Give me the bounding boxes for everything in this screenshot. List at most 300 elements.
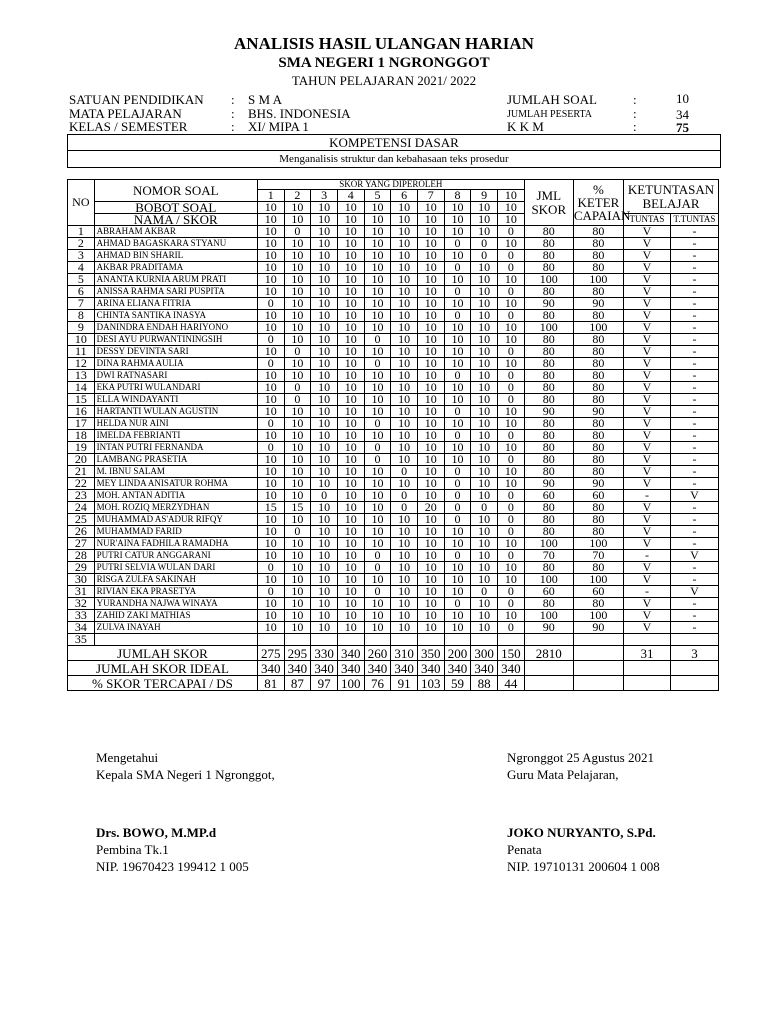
report-title: ANALISIS HASIL ULANGAN HARIAN <box>234 34 534 53</box>
score-cell: 10 <box>284 622 311 634</box>
score-cell: 10 <box>257 226 284 238</box>
pct-summary-cell: 81 <box>257 676 284 691</box>
jml-skor-cell: 80 <box>524 502 573 514</box>
score-cell: 10 <box>257 550 284 562</box>
student-row <box>68 298 719 310</box>
pct-label: % <box>592 182 604 197</box>
score-cell: 10 <box>337 250 364 262</box>
score-cell: 0 <box>444 478 471 490</box>
score-cell: 10 <box>497 562 524 574</box>
jml-skor-cell: 90 <box>524 478 573 490</box>
student-no: 24 <box>68 502 95 514</box>
score-cell: 10 <box>257 454 284 466</box>
pct-cell: 80 <box>573 562 623 574</box>
score-cell: 10 <box>311 286 338 298</box>
ttuntas-cell: - <box>670 442 718 454</box>
pct-summary-cell: 76 <box>364 676 391 691</box>
score-cell: 10 <box>444 418 471 430</box>
score-cell: 10 <box>364 490 391 502</box>
score-cell: 0 <box>471 502 498 514</box>
score-cell: 10 <box>417 562 444 574</box>
ideal-cell: 340 <box>471 661 498 676</box>
score-cell: 10 <box>471 406 498 418</box>
ttuntas-cell: - <box>670 538 718 550</box>
ideal-cell: 340 <box>497 661 524 676</box>
sum-empty <box>573 646 623 661</box>
score-cell: 10 <box>471 598 498 610</box>
question-weight: 10 <box>417 214 444 226</box>
score-cell: 0 <box>257 418 284 430</box>
score-cell: 0 <box>364 334 391 346</box>
score-cell: 10 <box>364 262 391 274</box>
pct-cell: 80 <box>573 286 623 298</box>
student-name: ANISSA RAHMA SARI PUSPITA <box>94 286 257 298</box>
kepala-sekolah-nip: NIP. 19670423 199412 1 005 <box>96 859 249 874</box>
score-cell: 10 <box>471 274 498 286</box>
score-cell: 10 <box>391 538 418 550</box>
pct-cell: 80 <box>573 454 623 466</box>
score-cell: 10 <box>311 238 338 250</box>
ttuntas-cell: V <box>670 586 718 598</box>
sum-cell: 310 <box>391 646 418 661</box>
ttuntas-cell: - <box>670 382 718 394</box>
score-cell <box>257 634 284 646</box>
tuntas-cell: V <box>623 562 670 574</box>
score-cell: 10 <box>471 262 498 274</box>
score-cell: 10 <box>257 262 284 274</box>
tuntas-cell: V <box>623 622 670 634</box>
student-name: YURANDHA NAJWA WINAYA <box>94 598 257 610</box>
score-cell: 10 <box>284 298 311 310</box>
score-cell: 10 <box>391 514 418 526</box>
score-cell: 10 <box>337 226 364 238</box>
jml-skor-header <box>524 180 573 226</box>
score-cell: 10 <box>364 250 391 262</box>
score-cell: 0 <box>444 490 471 502</box>
jml-skor-cell: 100 <box>524 610 573 622</box>
jml-skor-cell: 100 <box>524 322 573 334</box>
score-cell: 10 <box>471 466 498 478</box>
question-weight: 10 <box>497 214 524 226</box>
student-name: EKA PUTRI WULANDARI <box>94 382 257 394</box>
question-number: 6 <box>391 190 418 202</box>
score-cell: 0 <box>497 394 524 406</box>
student-name: RIVIAN EKA PRASETYA <box>94 586 257 598</box>
score-cell: 10 <box>444 226 471 238</box>
score-cell: 10 <box>337 370 364 382</box>
jml-skor-cell: 90 <box>524 406 573 418</box>
jml-skor-cell: 80 <box>524 430 573 442</box>
question-number: 1 <box>257 190 284 202</box>
score-cell: 10 <box>471 430 498 442</box>
keter-label: KETER <box>577 195 620 210</box>
ttuntas-cell: - <box>670 370 718 382</box>
ttuntas-cell: - <box>670 610 718 622</box>
score-cell: 10 <box>337 610 364 622</box>
score-cell: 10 <box>337 286 364 298</box>
ttuntas-cell: - <box>670 262 718 274</box>
student-name: ABRAHAM AKBAR <box>94 226 257 238</box>
student-row <box>68 514 719 526</box>
student-no: 26 <box>68 526 95 538</box>
score-cell: 10 <box>337 418 364 430</box>
score-cell: 10 <box>444 298 471 310</box>
score-cell: 10 <box>311 526 338 538</box>
student-name: PUTRI SELVIA WULAN DARI <box>94 562 257 574</box>
pct-cell: 90 <box>573 406 623 418</box>
student-name: MUHAMMAD AS'ADUR RIFQY <box>94 514 257 526</box>
score-cell: 0 <box>364 358 391 370</box>
score-cell: 10 <box>364 406 391 418</box>
score-cell: 10 <box>311 502 338 514</box>
score-cell: 10 <box>284 610 311 622</box>
student-no: 14 <box>68 382 95 394</box>
jml-skor-cell: 80 <box>524 310 573 322</box>
score-cell: 10 <box>364 370 391 382</box>
question-number: 3 <box>311 190 338 202</box>
score-cell: 10 <box>391 310 418 322</box>
score-cell: 10 <box>284 286 311 298</box>
score-cell: 10 <box>364 466 391 478</box>
score-cell: 10 <box>311 310 338 322</box>
score-cell: 10 <box>417 370 444 382</box>
skor-label: SKOR <box>531 201 567 217</box>
jml-skor-cell: 80 <box>524 454 573 466</box>
score-cell: 0 <box>497 430 524 442</box>
place-date: Ngronggot 25 Agustus 2021 <box>507 750 654 765</box>
score-cell: 10 <box>364 382 391 394</box>
student-name: ARINA ELIANA FITRIA <box>94 298 257 310</box>
ideal-cell: 340 <box>391 661 418 676</box>
score-cell: 10 <box>311 430 338 442</box>
score-cell: 10 <box>311 478 338 490</box>
skor-diperoleh-header: SKOR YANG DIPEROLEH <box>257 180 524 190</box>
guru-title: Guru Mata Pelajaran, <box>507 767 619 782</box>
pct-capaian-header <box>573 180 631 226</box>
score-cell: 10 <box>337 346 364 358</box>
ideal-empty <box>670 661 718 676</box>
student-no: 25 <box>68 514 95 526</box>
guru-nip: NIP. 19710131 200604 1 008 <box>507 859 660 874</box>
student-row <box>68 526 719 538</box>
score-cell: 10 <box>364 514 391 526</box>
ttuntas-cell: - <box>670 454 718 466</box>
tuntas-cell: V <box>623 298 670 310</box>
score-cell: 0 <box>364 442 391 454</box>
score-cell: 10 <box>444 358 471 370</box>
ttuntas-cell: - <box>670 358 718 370</box>
student-row <box>68 550 719 562</box>
score-cell: 10 <box>497 274 524 286</box>
question-weight: 10 <box>444 214 471 226</box>
score-cell: 0 <box>444 598 471 610</box>
score-cell: 10 <box>257 238 284 250</box>
student-row <box>68 286 719 298</box>
score-cell: 0 <box>497 250 524 262</box>
score-cell: 10 <box>391 226 418 238</box>
score-cell: 10 <box>337 334 364 346</box>
score-cell: 10 <box>337 298 364 310</box>
jml-skor-cell: 60 <box>524 490 573 502</box>
score-cell: 10 <box>364 610 391 622</box>
jml-skor-cell: 80 <box>524 358 573 370</box>
student-name: HARTANTI WULAN AGUSTIN <box>94 406 257 418</box>
academic-year: TAHUN PELAJARAN 2021/ 2022 <box>291 73 477 88</box>
student-name: DWI RATNASARI <box>94 370 257 382</box>
question-weight: 10 <box>311 214 338 226</box>
score-cell: 0 <box>444 370 471 382</box>
student-row <box>68 598 719 610</box>
ttuntas-cell: - <box>670 622 718 634</box>
score-cell: 10 <box>497 298 524 310</box>
score-cell <box>311 634 338 646</box>
question-weight: 10 <box>284 214 311 226</box>
score-cell: 10 <box>417 310 444 322</box>
jml-skor-cell: 80 <box>524 382 573 394</box>
pct-cell: 60 <box>573 490 623 502</box>
question-weight: 10 <box>471 202 498 214</box>
ttuntas-header: T.TUNTAS <box>670 214 718 226</box>
score-cell: 0 <box>497 346 524 358</box>
student-no: 16 <box>68 406 95 418</box>
score-cell: 10 <box>284 238 311 250</box>
score-cell <box>444 634 471 646</box>
student-no: 27 <box>68 538 95 550</box>
score-cell: 10 <box>417 250 444 262</box>
ttuntas-cell: V <box>670 490 718 502</box>
score-cell: 10 <box>391 406 418 418</box>
score-cell: 10 <box>311 442 338 454</box>
student-name: MOH. ROZIQ MERZYDHAN <box>94 502 257 514</box>
jml-skor-cell: 80 <box>524 262 573 274</box>
score-cell: 0 <box>471 250 498 262</box>
score-cell: 10 <box>337 310 364 322</box>
score-cell: 10 <box>311 562 338 574</box>
score-cell: 10 <box>417 526 444 538</box>
score-cell: 10 <box>257 490 284 502</box>
colon: : <box>633 119 637 134</box>
score-cell: 10 <box>337 466 364 478</box>
pct-summary-cell: 44 <box>497 676 524 691</box>
tuntas-cell: V <box>623 322 670 334</box>
score-cell: 10 <box>417 394 444 406</box>
satuan-label: SATUAN PENDIDIKAN <box>69 92 204 107</box>
student-no: 32 <box>68 598 95 610</box>
score-cell: 0 <box>497 502 524 514</box>
score-cell: 10 <box>497 238 524 250</box>
score-cell: 0 <box>364 562 391 574</box>
sum-cell: 260 <box>364 646 391 661</box>
score-cell: 10 <box>417 430 444 442</box>
tuntas-cell: V <box>623 442 670 454</box>
jml-skor-cell: 80 <box>524 442 573 454</box>
score-cell: 10 <box>417 490 444 502</box>
question-weight: 10 <box>337 214 364 226</box>
pct-cell: 80 <box>573 358 623 370</box>
student-no: 34 <box>68 622 95 634</box>
score-cell: 10 <box>391 394 418 406</box>
kompetensi-title: KOMPETENSI DASAR <box>67 134 721 151</box>
score-cell: 10 <box>417 574 444 586</box>
score-cell: 0 <box>471 238 498 250</box>
student-row <box>68 454 719 466</box>
score-cell: 10 <box>337 490 364 502</box>
student-no: 30 <box>68 574 95 586</box>
jml-skor-cell: 60 <box>524 586 573 598</box>
score-cell: 10 <box>311 586 338 598</box>
school-name: SMA NEGERI 1 NGRONGGOT <box>278 55 490 71</box>
pct-cell: 80 <box>573 262 623 274</box>
student-name: ELLA WINDAYANTI <box>94 394 257 406</box>
pct-cell: 80 <box>573 334 623 346</box>
score-cell: 10 <box>311 466 338 478</box>
tuntas-cell: V <box>623 394 670 406</box>
score-cell: 10 <box>471 382 498 394</box>
pct-cell: 90 <box>573 298 623 310</box>
score-cell: 10 <box>497 442 524 454</box>
score-cell: 10 <box>337 322 364 334</box>
score-cell: 10 <box>497 610 524 622</box>
student-no: 4 <box>68 262 95 274</box>
score-cell: 10 <box>337 598 364 610</box>
question-weight: 10 <box>337 202 364 214</box>
score-cell: 0 <box>497 622 524 634</box>
question-number: 8 <box>444 190 471 202</box>
student-row <box>68 382 719 394</box>
sum-cell: 300 <box>471 646 498 661</box>
student-row <box>68 430 719 442</box>
pct-summary-cell: 91 <box>391 676 418 691</box>
score-cell: 10 <box>391 262 418 274</box>
score-cell: 0 <box>497 514 524 526</box>
score-cell: 10 <box>337 562 364 574</box>
guru-rank: Penata <box>507 842 542 857</box>
tuntas-cell: V <box>623 610 670 622</box>
question-number: 9 <box>471 190 498 202</box>
score-cell: 10 <box>417 226 444 238</box>
question-weight: 10 <box>417 202 444 214</box>
score-cell: 10 <box>337 622 364 634</box>
score-cell: 0 <box>497 490 524 502</box>
score-cell: 0 <box>284 346 311 358</box>
score-cell: 10 <box>497 334 524 346</box>
score-cell: 10 <box>257 514 284 526</box>
score-cell: 10 <box>497 418 524 430</box>
ideal-empty <box>623 661 670 676</box>
score-cell: 10 <box>471 538 498 550</box>
tuntas-cell: V <box>623 538 670 550</box>
score-cell: 10 <box>391 274 418 286</box>
student-row <box>68 406 719 418</box>
question-weight: 10 <box>444 202 471 214</box>
tuntas-cell: V <box>623 406 670 418</box>
score-cell: 10 <box>311 250 338 262</box>
score-cell: 10 <box>284 334 311 346</box>
score-cell: 15 <box>284 502 311 514</box>
score-cell: 10 <box>391 238 418 250</box>
score-cell: 10 <box>364 394 391 406</box>
score-cell: 10 <box>471 526 498 538</box>
score-cell: 10 <box>284 538 311 550</box>
score-cell: 10 <box>471 286 498 298</box>
student-row <box>68 370 719 382</box>
tuntas-cell: V <box>623 478 670 490</box>
pct-cell: 80 <box>573 250 623 262</box>
score-cell: 10 <box>284 406 311 418</box>
score-cell: 10 <box>417 610 444 622</box>
ttuntas-cell: - <box>670 250 718 262</box>
score-cell: 10 <box>444 346 471 358</box>
kkm-value: 75 <box>676 120 689 135</box>
score-cell: 10 <box>417 622 444 634</box>
score-cell: 10 <box>391 586 418 598</box>
jml-skor-cell: 100 <box>524 538 573 550</box>
student-name: DANINDRA ENDAH HARIYONO <box>94 322 257 334</box>
score-cell: 10 <box>364 346 391 358</box>
score-cell: 10 <box>391 562 418 574</box>
ideal-empty <box>573 661 623 676</box>
score-cell: 10 <box>257 622 284 634</box>
score-cell: 10 <box>284 250 311 262</box>
pct-cell: 100 <box>573 538 623 550</box>
student-no: 18 <box>68 430 95 442</box>
pct-empty <box>573 676 623 691</box>
score-cell: 0 <box>444 238 471 250</box>
score-cell: 10 <box>337 526 364 538</box>
question-number: 5 <box>364 190 391 202</box>
score-cell: 10 <box>337 514 364 526</box>
question-weight: 10 <box>471 214 498 226</box>
score-cell: 10 <box>471 562 498 574</box>
jml-peserta-value: 34 <box>676 107 689 122</box>
student-name: IMELDA FEBRIANTI <box>94 430 257 442</box>
pct-summary-cell: 88 <box>471 676 498 691</box>
jml-skor-cell: 80 <box>524 226 573 238</box>
jml-skor-cell: 90 <box>524 298 573 310</box>
score-cell: 10 <box>444 454 471 466</box>
score-cell: 10 <box>444 538 471 550</box>
ttuntas-cell: - <box>670 238 718 250</box>
score-cell: 0 <box>391 490 418 502</box>
pct-cell: 80 <box>573 310 623 322</box>
tuntas-cell: V <box>623 250 670 262</box>
jml-skor-cell: 100 <box>524 574 573 586</box>
score-cell: 10 <box>257 370 284 382</box>
ttuntas-cell: - <box>670 226 718 238</box>
score-cell: 10 <box>364 574 391 586</box>
tuntas-cell: V <box>623 358 670 370</box>
ttuntas-cell: - <box>670 406 718 418</box>
ttuntas-cell: - <box>670 286 718 298</box>
score-cell: 10 <box>311 322 338 334</box>
ttuntas-cell: - <box>670 334 718 346</box>
ttuntas-cell: - <box>670 598 718 610</box>
jml-skor-cell: 80 <box>524 514 573 526</box>
score-cell: 10 <box>337 478 364 490</box>
score-table <box>67 179 719 691</box>
student-name: DESSY DEVINTA SARI <box>94 346 257 358</box>
student-no: 15 <box>68 394 95 406</box>
score-cell: 10 <box>471 442 498 454</box>
score-cell: 10 <box>257 574 284 586</box>
score-cell: 10 <box>471 622 498 634</box>
score-cell: 10 <box>471 334 498 346</box>
tuntas-cell: V <box>623 310 670 322</box>
tuntas-cell: V <box>623 454 670 466</box>
jml-skor-cell: 80 <box>524 370 573 382</box>
pct-cell: 80 <box>573 418 623 430</box>
student-name: ANANTA KURNIA ARUM PRATI <box>94 274 257 286</box>
